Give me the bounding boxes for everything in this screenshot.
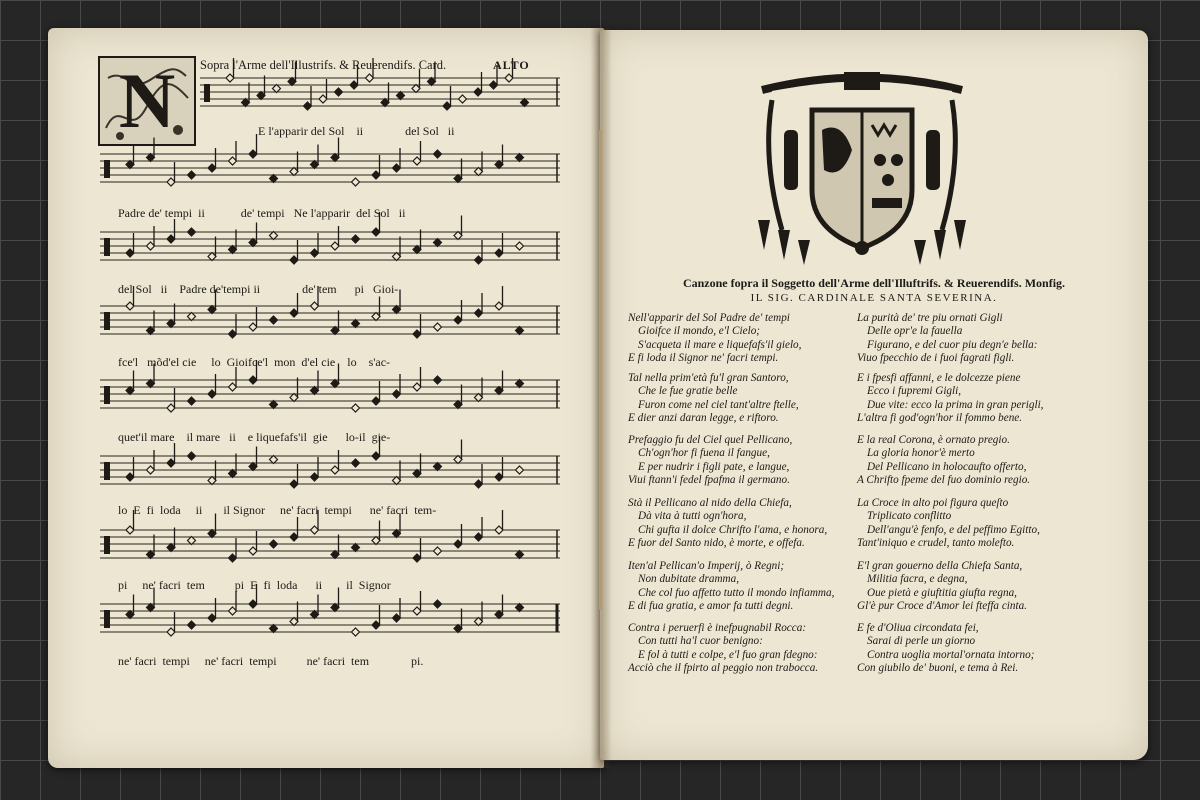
note-head xyxy=(290,256,298,264)
lyric-line: del Sol ii Padre de'tempi ii de' tem pi Gioi- xyxy=(118,282,399,296)
clef-mark xyxy=(104,160,110,178)
clef-mark xyxy=(104,312,110,330)
note-head xyxy=(454,540,462,548)
note-head xyxy=(434,239,442,247)
note-head xyxy=(311,611,319,619)
note-head xyxy=(495,387,503,395)
poem-line: La gloria honor'è merto xyxy=(867,447,975,460)
note-head xyxy=(167,459,175,467)
note-head xyxy=(372,537,380,545)
poem-line: Tal nella prim'età fu'l gran Santoro, xyxy=(628,372,789,384)
note-head xyxy=(311,302,319,310)
note-head xyxy=(381,99,389,107)
note-head xyxy=(126,249,134,257)
note-head xyxy=(434,463,442,471)
clef-mark xyxy=(104,462,110,480)
note-head xyxy=(311,161,319,169)
lyric-line: pi ne' facri tem pi E fi loda ii il Signor xyxy=(118,578,391,592)
lyric-line: quet'il mare il mare ii e liquefafs'il gie lo-il gie- xyxy=(118,430,391,444)
note-head xyxy=(229,554,237,562)
note-head xyxy=(475,394,483,402)
note-head xyxy=(270,456,278,464)
poem-line: Iten'al Pellican'o Imperij, ò Regni; xyxy=(628,560,785,572)
note-head xyxy=(434,323,442,331)
note-head xyxy=(459,95,467,103)
note-head xyxy=(331,380,339,388)
poem-stanza xyxy=(857,312,1087,366)
note-head xyxy=(188,537,196,545)
note-head xyxy=(208,530,216,538)
initial-letter: N xyxy=(118,57,176,144)
note-head xyxy=(331,604,339,612)
note-head xyxy=(516,154,524,162)
note-head xyxy=(366,74,374,82)
poem-line: Viuo fpecchio de i fuoi fagrati figli. xyxy=(857,352,1015,365)
note-head xyxy=(393,477,401,485)
note-head xyxy=(290,309,298,317)
note-head xyxy=(352,320,360,328)
poem-line: Prefaggio fu del Ciel quel Pellicano, xyxy=(628,434,793,446)
note-head xyxy=(167,404,175,412)
note-head xyxy=(434,600,442,608)
note-head xyxy=(126,473,134,481)
note-head xyxy=(454,625,462,633)
note-head xyxy=(242,99,250,107)
note-head xyxy=(147,242,155,250)
note-head xyxy=(393,164,401,172)
canzone-subtitle: IL SIG. CARDINALE SANTA SEVERINA. xyxy=(750,292,998,304)
note-head xyxy=(147,380,155,388)
note-head xyxy=(147,327,155,335)
note-head xyxy=(249,600,257,608)
poem-line: E'l gran gouerno della Chiefa Santa, xyxy=(857,560,1023,572)
poem-line: L'altra fi god'ogn'hor il fommo bene. xyxy=(857,412,1023,425)
note-head xyxy=(413,554,421,562)
note-head xyxy=(393,306,401,314)
note-head xyxy=(475,309,483,317)
note-head xyxy=(188,228,196,236)
poem-line: Dà vita à tutti ogn'hora, xyxy=(638,510,747,523)
note-head xyxy=(352,544,360,552)
poem-line: Oue pietà e giuftitia giufta regna, xyxy=(867,586,1017,599)
note-head xyxy=(249,547,257,555)
note-head xyxy=(126,387,134,395)
note-head xyxy=(454,232,462,240)
poem-line: E di fua gratia, e amor fa tutti degni. xyxy=(628,600,794,613)
lyric-line: ne' facri tempi ne' facri tempi ne' facri tem pi. xyxy=(118,654,424,668)
note-head xyxy=(495,611,503,619)
note-head xyxy=(495,526,503,534)
note-head xyxy=(270,232,278,240)
note-head xyxy=(331,466,339,474)
poem-stanza xyxy=(628,312,858,366)
note-head xyxy=(147,466,155,474)
poem-line: Militia facra, e degna, xyxy=(867,573,968,586)
note-head xyxy=(495,302,503,310)
note-head xyxy=(229,607,237,615)
note-head xyxy=(167,178,175,186)
voice-label: ALTO xyxy=(493,58,530,72)
note-head xyxy=(304,102,312,110)
poem-line: Ecco i fupremi Gigli, xyxy=(867,385,962,398)
poem-line: Con tutti ha'l cuor benigno: xyxy=(638,635,763,648)
note-head xyxy=(372,397,380,405)
poem-stanza xyxy=(628,372,858,426)
lyric-line: Padre de' tempi ii de' tempi Ne l'apparir del Sol ii xyxy=(118,206,406,220)
note-head xyxy=(475,480,483,488)
note-head xyxy=(516,604,524,612)
note-head xyxy=(208,614,216,622)
poem-stanza xyxy=(628,497,858,551)
note-head xyxy=(413,246,421,254)
note-head xyxy=(249,239,257,247)
note-head xyxy=(208,164,216,172)
note-head xyxy=(226,74,234,82)
note-head xyxy=(229,383,237,391)
note-head xyxy=(434,376,442,384)
note-head xyxy=(249,323,257,331)
clef-mark xyxy=(204,84,210,102)
note-head xyxy=(208,253,216,261)
note-head xyxy=(290,533,298,541)
poem-line: E per nudrir i figli pate, e langue, xyxy=(638,460,790,473)
lyric-line: fce'l mõd'el cie lo Gioifce'l mon d'el cie lo s'ac- xyxy=(118,355,391,369)
note-head xyxy=(311,387,319,395)
lyric-line: lo E fi loda ii il Signor ne' facri tempi ne' facri tem- xyxy=(118,503,437,517)
poem-line: E i fpesfi affanni, e le dolcezze piene xyxy=(857,372,1021,384)
note-head xyxy=(412,85,420,93)
note-head xyxy=(352,459,360,467)
note-head xyxy=(393,530,401,538)
note-head xyxy=(188,313,196,321)
note-head xyxy=(352,235,360,243)
note-head xyxy=(229,470,237,478)
poem-stanza xyxy=(857,434,1087,488)
poem-line: Che le fue gratie belle xyxy=(638,385,738,398)
poem-line: Stà il Pellicano al nido della Chiefa, xyxy=(628,497,792,509)
canzone-title: Canzone fopra il Soggetto dell'Arme dell'Illuftrifs. & Reuerendifs. Monfig. xyxy=(682,276,1066,290)
note-head xyxy=(167,628,175,636)
note-head xyxy=(413,157,421,165)
poem-line: Gioifce il mondo, e'l Cielo; xyxy=(638,325,761,338)
note-head xyxy=(505,74,513,82)
note-head xyxy=(434,150,442,158)
note-head xyxy=(229,246,237,254)
note-head xyxy=(372,171,380,179)
note-head xyxy=(516,380,524,388)
poem-stanza xyxy=(857,372,1087,426)
note-head xyxy=(372,228,380,236)
poem-line: Tant'iniquo e crudel, tanto molefto. xyxy=(857,537,1015,550)
poem-line: Contra i peruerfi è inefpugnabil Rocca: xyxy=(628,622,807,634)
note-head xyxy=(126,161,134,169)
poem-line: E dier anzi daran legge, e riftoro. xyxy=(628,412,779,425)
note-head xyxy=(331,154,339,162)
poem-line: Viui ftann'i fedel fpafma il germano. xyxy=(628,474,790,487)
clef-mark xyxy=(104,238,110,256)
poem-line: Dell'angu'è fenfo, e del peffimo Egitto, xyxy=(867,523,1040,536)
note-head xyxy=(290,168,298,176)
note-head xyxy=(288,78,296,86)
poem-stanza xyxy=(628,622,858,676)
poem-line: Del Pellicano in holocaufto offerto, xyxy=(867,460,1027,473)
note-head xyxy=(350,81,358,89)
note-head xyxy=(270,625,278,633)
note-head xyxy=(311,473,319,481)
note-head xyxy=(290,480,298,488)
poem-stanza xyxy=(628,434,858,488)
poem-line: La purità de' tre piu ornati Gigli xyxy=(857,312,1003,324)
note-head xyxy=(521,99,529,107)
note-head xyxy=(352,404,360,412)
note-head xyxy=(393,390,401,398)
note-head xyxy=(188,171,196,179)
note-head xyxy=(290,394,298,402)
poem-line: La Croce in alto poi figura queſto xyxy=(857,497,1009,509)
poem-stanza xyxy=(628,560,858,614)
note-head xyxy=(413,330,421,338)
note-head xyxy=(495,473,503,481)
lyric-line: E l'apparir del Sol ii del Sol ii xyxy=(258,124,455,138)
note-head xyxy=(516,551,524,559)
poem-line: Contra uoglia mortal'ornata intorno; xyxy=(867,648,1035,661)
note-head xyxy=(147,551,155,559)
note-head xyxy=(147,604,155,612)
note-head xyxy=(126,526,134,534)
clef-mark xyxy=(104,610,110,628)
poem-line: Che col fuo affetto tutto il mondo infiamma, xyxy=(638,586,835,599)
note-head xyxy=(397,92,405,100)
poem-line: Acciò che il fpirto al peggio non trabocca. xyxy=(628,662,819,675)
note-head xyxy=(167,544,175,552)
poem-line: Non dubitate dramma, xyxy=(638,573,739,586)
poem-stanza xyxy=(857,622,1087,676)
poem-line: E la real Corona, è ornato pregio. xyxy=(857,434,1010,446)
note-head xyxy=(188,621,196,629)
poem-line: E fol à tutti e colpe, e'l fuo gran fdegno: xyxy=(638,648,818,661)
note-head xyxy=(335,88,343,96)
note-head xyxy=(188,397,196,405)
note-head xyxy=(273,85,281,93)
note-head xyxy=(208,306,216,314)
poem-stanza xyxy=(857,497,1087,551)
poem-line: Triplicato conflitto xyxy=(867,510,952,523)
poem-line: E fe d'Oliua circondata fei, xyxy=(857,622,979,634)
note-head xyxy=(167,235,175,243)
note-head xyxy=(495,161,503,169)
note-head xyxy=(270,175,278,183)
note-head xyxy=(311,249,319,257)
note-head xyxy=(413,607,421,615)
note-head xyxy=(208,390,216,398)
note-head xyxy=(393,614,401,622)
note-head xyxy=(126,611,134,619)
note-head xyxy=(413,470,421,478)
note-head xyxy=(428,78,436,86)
clef-mark xyxy=(104,386,110,404)
poem-line: Nell'apparir del Sol Padre de' tempi xyxy=(628,312,790,324)
poem-stanza xyxy=(857,560,1087,614)
note-head xyxy=(443,102,451,110)
note-head xyxy=(454,175,462,183)
note-head xyxy=(516,466,524,474)
poem-line: E fuor del Santo nido, è morte, e offefa. xyxy=(628,537,805,550)
poem-line: Gl'è pur Croce d'Amor lei fteffa cinta. xyxy=(857,600,1027,613)
note-head xyxy=(372,621,380,629)
note-head xyxy=(474,88,482,96)
note-head xyxy=(290,618,298,626)
poem-line: Due vite: ecco la prima in gran perigli, xyxy=(867,398,1044,411)
note-head xyxy=(393,253,401,261)
note-head xyxy=(475,618,483,626)
note-head xyxy=(319,95,327,103)
clef-mark xyxy=(104,536,110,554)
poem-line: Chi gufta il dolce Chrifto l'ama, e honora, xyxy=(638,523,828,536)
poem-line: A Chrifto fpeme del fuo dominio regio. xyxy=(857,474,1031,487)
poem-line: Sarai di perle un giorno xyxy=(867,635,976,648)
note-head xyxy=(249,376,257,384)
note-head xyxy=(147,154,155,162)
note-head xyxy=(257,92,265,100)
note-head xyxy=(229,330,237,338)
note-head xyxy=(126,302,134,310)
poem-line: Furon come nel ciel tant'altre ftelle, xyxy=(638,398,799,411)
note-head xyxy=(516,327,524,335)
note-head xyxy=(413,383,421,391)
note-head xyxy=(270,316,278,324)
note-head xyxy=(434,547,442,555)
music-header: Sopra l'Arme dell'Illustrifs. & Reuerendifs. Card. xyxy=(200,58,447,72)
note-head xyxy=(311,526,319,534)
note-head xyxy=(352,628,360,636)
note-head xyxy=(516,242,524,250)
note-head xyxy=(331,242,339,250)
note-head xyxy=(249,463,257,471)
note-head xyxy=(372,452,380,460)
note-head xyxy=(229,157,237,165)
note-head xyxy=(352,178,360,186)
note-head xyxy=(454,456,462,464)
coat-of-arms-woodcut xyxy=(752,70,972,270)
poem-line: E fi loda il Signor ne' facri tempi. xyxy=(628,352,779,365)
note-head xyxy=(454,401,462,409)
poem-line: Delle opr'e la fauella xyxy=(867,325,963,338)
note-head xyxy=(490,81,498,89)
poem-line: Con giubilo de' buoni, e tema à Rei. xyxy=(857,662,1019,675)
note-head xyxy=(331,327,339,335)
note-head xyxy=(270,540,278,548)
poem-line: Ch'ogn'hor fi fuena il fangue, xyxy=(638,447,770,460)
note-head xyxy=(475,533,483,541)
note-head xyxy=(475,168,483,176)
note-head xyxy=(475,256,483,264)
note-head xyxy=(208,477,216,485)
note-head xyxy=(454,316,462,324)
note-head xyxy=(495,249,503,257)
poem-line: S'acqueta il mare e liquefafs'il gielo, xyxy=(638,338,802,351)
note-head xyxy=(249,150,257,158)
note-head xyxy=(331,551,339,559)
note-head xyxy=(167,320,175,328)
note-head xyxy=(188,452,196,460)
note-head xyxy=(270,401,278,409)
poem-line: Figurano, e del cuor piu degn'e bella: xyxy=(867,338,1038,351)
note-head xyxy=(372,313,380,321)
